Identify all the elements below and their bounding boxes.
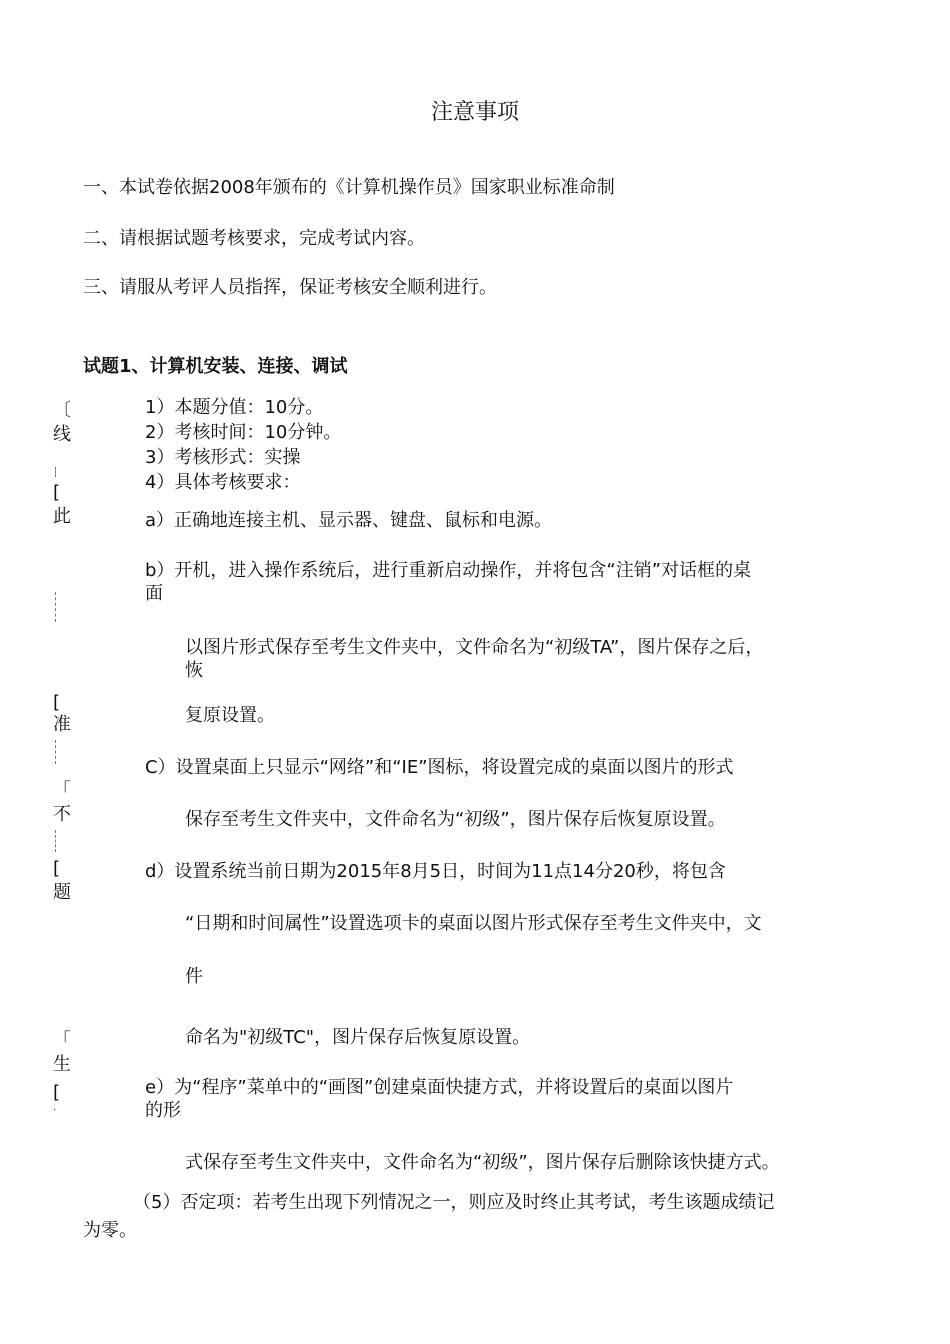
veto-line1: （5）否定项：若考生出现下列情况之一，则应及时终止其考试，考生该题成绩记	[133, 1192, 775, 1213]
margin-bracket: 「	[53, 780, 71, 801]
margin-char-ci: 此	[53, 506, 71, 527]
margin-dash	[55, 467, 56, 477]
req-c-line1: C）设置桌面上只显示“网络”和“IE”图标，将设置完成的桌面以图片的形式	[145, 757, 734, 778]
item-score: 1）本题分值：10分。	[145, 397, 324, 418]
item-requirements: 4）具体考核要求：	[145, 472, 301, 493]
note-3: 三、请服从考评人员指挥，保证考核安全顺利进行。	[83, 277, 497, 298]
margin-char-bu: 不	[53, 804, 71, 825]
margin-dash	[55, 830, 56, 852]
req-b-line1: b）开机，进入操作系统后，进行重新启动操作，并将包含“注销”对话框的桌	[145, 560, 752, 581]
req-e-line1: e）为“程序”菜单中的“画图”创建桌面快捷方式，并将设置后的桌面以图片	[145, 1077, 734, 1098]
margin-fragment: ·	[53, 1105, 57, 1116]
req-b-cont3: 复原设置。	[185, 705, 275, 726]
req-b-line2: 面	[145, 583, 163, 604]
margin-bracket: [	[53, 692, 61, 713]
margin-bracket: [	[53, 858, 61, 879]
margin-bracket: 〔	[53, 400, 71, 421]
margin-char-sheng: 生	[53, 1054, 71, 1075]
margin-dash	[55, 592, 56, 622]
req-d-cont1: “日期和时间属性”设置选项卡的桌面以图片形式保存至考生文件夹中，文	[185, 913, 762, 934]
item-time: 2）考核时间：10分钟。	[145, 422, 342, 443]
req-d-cont2: 件	[185, 966, 203, 987]
req-e-line2: 的形	[145, 1100, 181, 1121]
req-b-cont1: 以图片形式保存至考生文件夹中，文件命名为“初级TA”，图片保存之后，	[185, 637, 764, 658]
req-d-line1: d）设置系统当前日期为2015年8月5日，时间为11点14分20秒，将包含	[145, 861, 726, 882]
item-form: 3）考核形式：实操	[145, 447, 301, 468]
margin-bracket: [	[53, 482, 61, 503]
margin-char-xian: 线	[53, 424, 71, 445]
note-2: 二、请根据试题考核要求，完成考试内容。	[83, 228, 425, 249]
req-a: a）正确地连接主机、显示器、键盘、鼠标和电源。	[145, 510, 553, 531]
margin-bracket: [	[53, 1082, 61, 1103]
margin-bracket: 「	[53, 1030, 71, 1051]
req-b-cont2: 恢	[185, 660, 203, 681]
question-heading: 试题1、计算机安装、连接、调试	[83, 356, 348, 377]
margin-dash	[55, 740, 56, 764]
req-c-cont: 保存至考生文件夹中，文件命名为“初级”，图片保存后恢复原设置。	[185, 809, 726, 830]
veto-line2: 为零。	[83, 1220, 137, 1241]
note-1: 一、本试卷依据2008年颁布的《计算机操作员》国家职业标准命制	[83, 177, 615, 198]
margin-char-ti: 题	[53, 882, 71, 903]
margin-char-zhun: 准	[53, 714, 71, 735]
req-d-cont3: 命名为"初级TC"，图片保存后恢复原设置。	[185, 1027, 531, 1048]
req-e-cont: 式保存至考生文件夹中，文件命名为“初级”，图片保存后删除该快捷方式。	[185, 1152, 780, 1173]
page-title: 注意事项	[430, 100, 519, 125]
